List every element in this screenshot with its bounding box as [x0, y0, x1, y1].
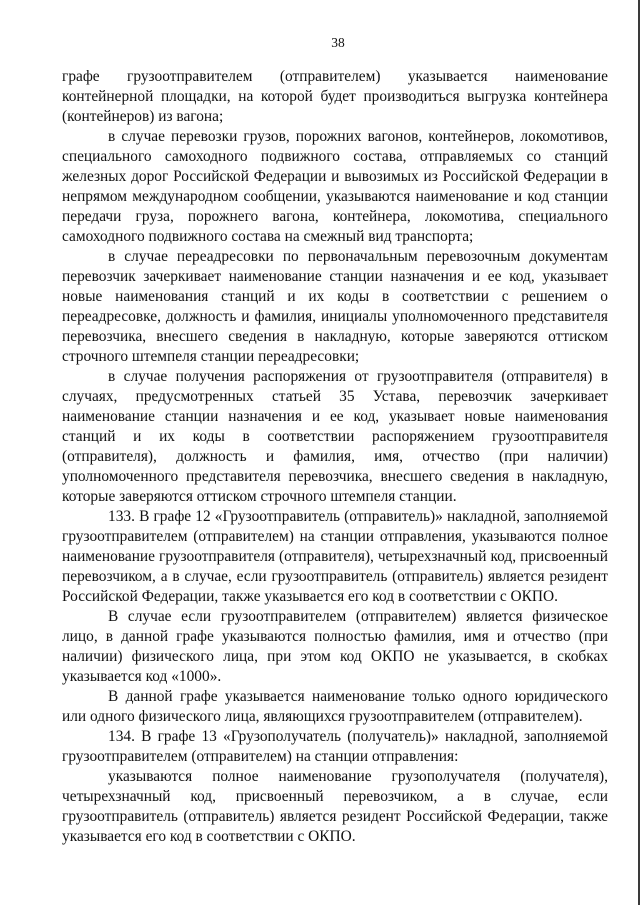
- paragraph-single-entity: В данной графе указывается наименование только одного юридического или одного физического лица, являющихся грузоотправителем (отправителем).: [62, 688, 608, 725]
- paragraph-transfer-station: в случае перевозки грузов, порожних вагонов, контейнеров, локомотивов, специального самоходного подвижного состава, отправляемых со станций железных дорог Российской Федерации и вывозимых из Российской Федерации в непрямом международном сообщении, указываются наименование и код станции передачи груза, порожнего вагона, контейнера, локомотива, специального самоходного подвижного состава на смежный вид транспорта;: [62, 128, 608, 245]
- paragraph-134-item-continuation: четырехзначный код, присвоенный перевозчиком, а в случае, если грузоотправитель (отправитель) является резидент Российской Федерации, также указывается его код в соответствии с ОКПО.: [62, 788, 608, 845]
- document-body: [62, 67, 608, 847]
- page-number: 38: [331, 35, 345, 50]
- paragraph-readdressing: в случае переадресовки по первоначальным перевозочным документам перевозчик зачеркивает наименование станции назначения и ее код, указывает новые наименования станций и их коды в соответствии с решением о переадресовке, должность и фамилия, инициалы уполномоченного представителя перевозчика, внесшего сведения в накладную, которые заверяются оттиском строчного штемпеля станции переадресовки;: [62, 248, 608, 365]
- paragraph-134-item-line: указываются полное наименование грузополучателя (получателя),: [108, 768, 608, 785]
- paragraph-133: 133. В графе 12 «Грузоотправитель (отправитель)» накладной, заполняемой грузоотправителем (отправителем) на станции отправления, указываются полное наименование грузоотправителя (отправителя), четырехзначный код, присвоенный перевозчиком, а в случае, если грузоотправитель (отправитель) является резидент Российской Федерации, также указывается его код в соответствии с ОКПО.: [62, 508, 608, 605]
- paragraph-individual-shipper: В случае если грузоотправителем (отправителем) является физическое лицо, в данной графе указываются полностью фамилия, имя и отчество (при наличии) физического лица, при этом код ОКПО не указывается, в скобках указывается код «1000».: [62, 608, 608, 685]
- paragraph-continuation: графе грузоотправителем (отправителем) указывается наименование контейнерной площадки, на которой будет производиться выгрузка контейнера (контейнеров) из вагона;: [62, 68, 608, 125]
- paragraph-134: 134. В графе 13 «Грузополучатель (получатель)» накладной, заполняемой грузоотправителем (отправителем) на станции отправления:: [62, 728, 608, 765]
- paragraph-shipper-order: в случае получения распоряжения от грузоотправителя (отправителя) в случаях, предусмотренных статьей 35 Устава, перевозчик зачеркивает наименование станции назначения и ее код, указывает новые наименования станций и их коды в соответствии распоряжением грузоотправителя (отправителя), должность и фамилия, имя, отчество (при наличии) уполномоченного представителя перевозчика, внесшего сведения в накладную, которые заверяются оттиском строчного штемпеля станции.: [62, 368, 608, 505]
